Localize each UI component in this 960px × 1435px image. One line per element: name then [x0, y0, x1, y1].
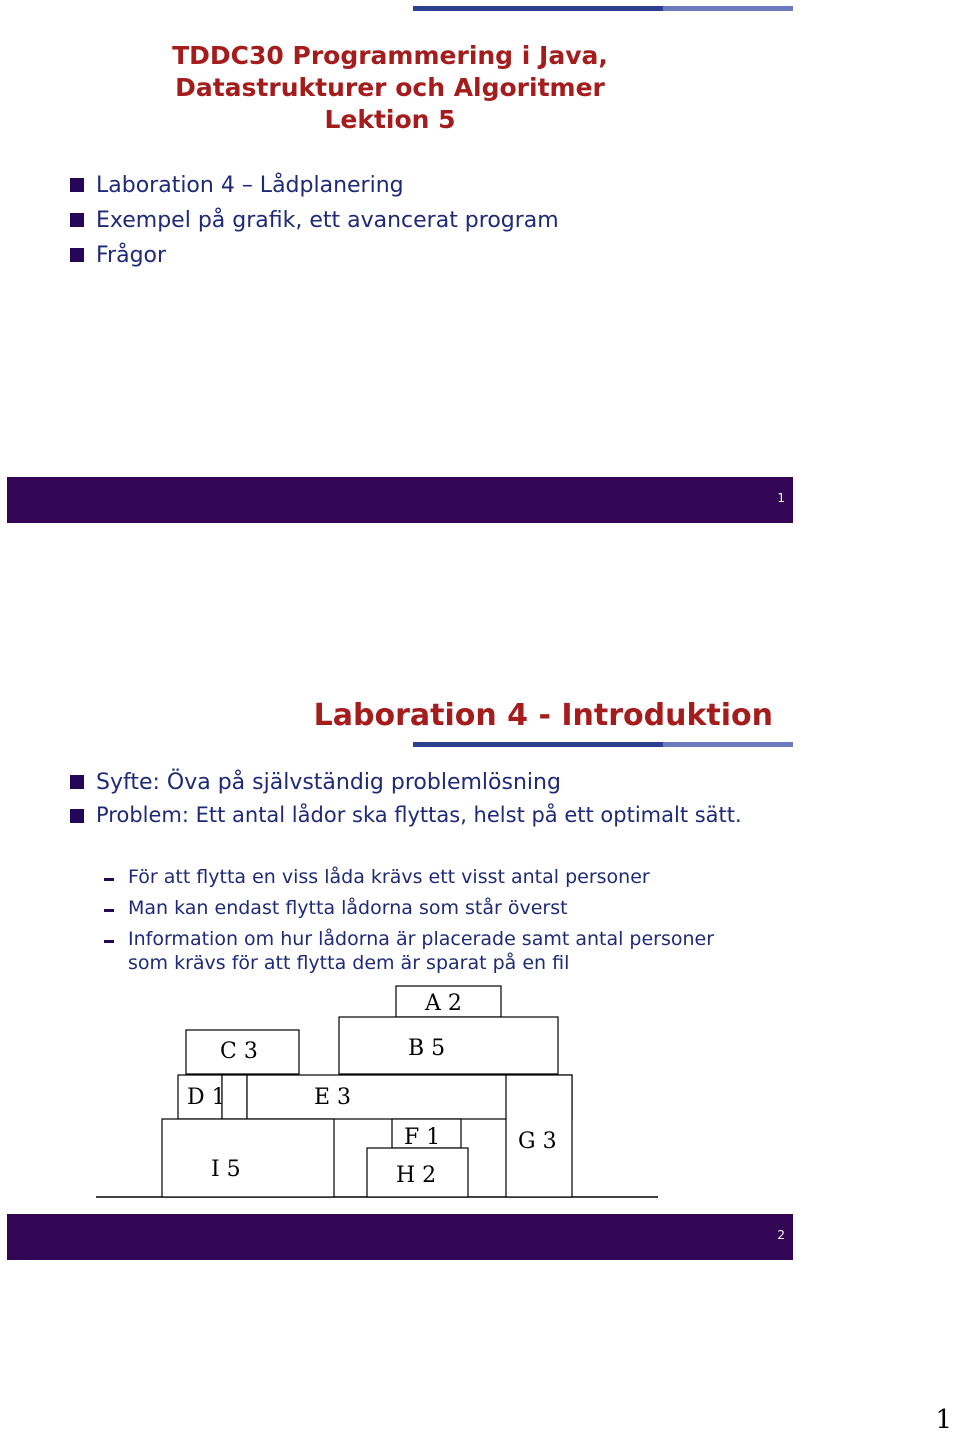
slide2-sub-bullet-list	[104, 865, 754, 975]
slide1-title	[90, 40, 690, 136]
square-bullet-icon	[70, 775, 84, 789]
dash-bullet-icon	[104, 940, 114, 943]
box-b	[339, 1017, 558, 1074]
box-label: A 2	[425, 991, 462, 1016]
slide1-bullet-list	[70, 171, 559, 270]
bullet-text: Laboration 4 – Lådplanering	[96, 173, 404, 198]
slide2-footer-bar	[7, 1214, 793, 1260]
dash-bullet-icon	[104, 909, 114, 912]
box-support	[222, 1075, 247, 1119]
slide2-bullet-list	[70, 768, 760, 829]
square-bullet-icon	[70, 178, 84, 192]
bullet-text: Syfte: Öva på självständig problemlösning	[96, 770, 561, 795]
box-label: D 1	[187, 1085, 226, 1110]
header-decoration	[413, 6, 793, 11]
list-item	[104, 927, 754, 975]
list-item	[70, 171, 559, 200]
square-bullet-icon	[70, 213, 84, 227]
list-item	[70, 802, 760, 829]
box-label: F 1	[404, 1125, 441, 1150]
sub-bullet-text: Man kan endast flytta lådorna som står överst	[128, 897, 568, 919]
box-label: E 3	[314, 1085, 352, 1110]
box-label: H 2	[396, 1163, 437, 1188]
slide-number: 1	[777, 491, 785, 505]
slide1-footer-bar	[7, 477, 793, 523]
box-label: B 5	[408, 1036, 446, 1061]
box-stacking-diagram	[0, 980, 700, 1205]
box-label: C 3	[220, 1039, 258, 1064]
slide1-title-line: Lektion 5	[324, 105, 456, 134]
square-bullet-icon	[70, 809, 84, 823]
bullet-text: Frågor	[96, 243, 167, 268]
list-item	[70, 768, 760, 797]
box-label: G 3	[518, 1129, 557, 1154]
sub-bullet-text: För att flytta en viss låda krävs ett visst antal personer	[128, 866, 650, 888]
bullet-text: Exempel på grafik, ett avancerat program	[96, 208, 559, 233]
slide-number: 2	[777, 1228, 785, 1242]
box-i	[162, 1119, 334, 1197]
square-bullet-icon	[70, 248, 84, 262]
dash-bullet-icon	[104, 878, 114, 881]
list-item	[104, 865, 754, 889]
bullet-text: Problem: Ett antal lådor ska flyttas, helst på ett optimalt sätt.	[96, 803, 742, 827]
list-item	[70, 206, 559, 235]
page-number: 1	[935, 1405, 952, 1435]
slide1-title-line: Datastrukturer och Algoritmer	[175, 73, 605, 102]
box-label: I 5	[211, 1157, 241, 1182]
sub-bullet-text: Information om hur lådorna är placerade samt antal personer som krävs för att flytta dem är sparat på en fil	[128, 928, 715, 974]
list-item	[70, 241, 559, 270]
list-item	[104, 896, 754, 920]
slide2-title: Laboration 4 - Introduktion	[313, 698, 773, 733]
slide1-title-line: TDDC30 Programmering i Java,	[172, 41, 608, 70]
title-underline-decoration	[413, 742, 793, 747]
